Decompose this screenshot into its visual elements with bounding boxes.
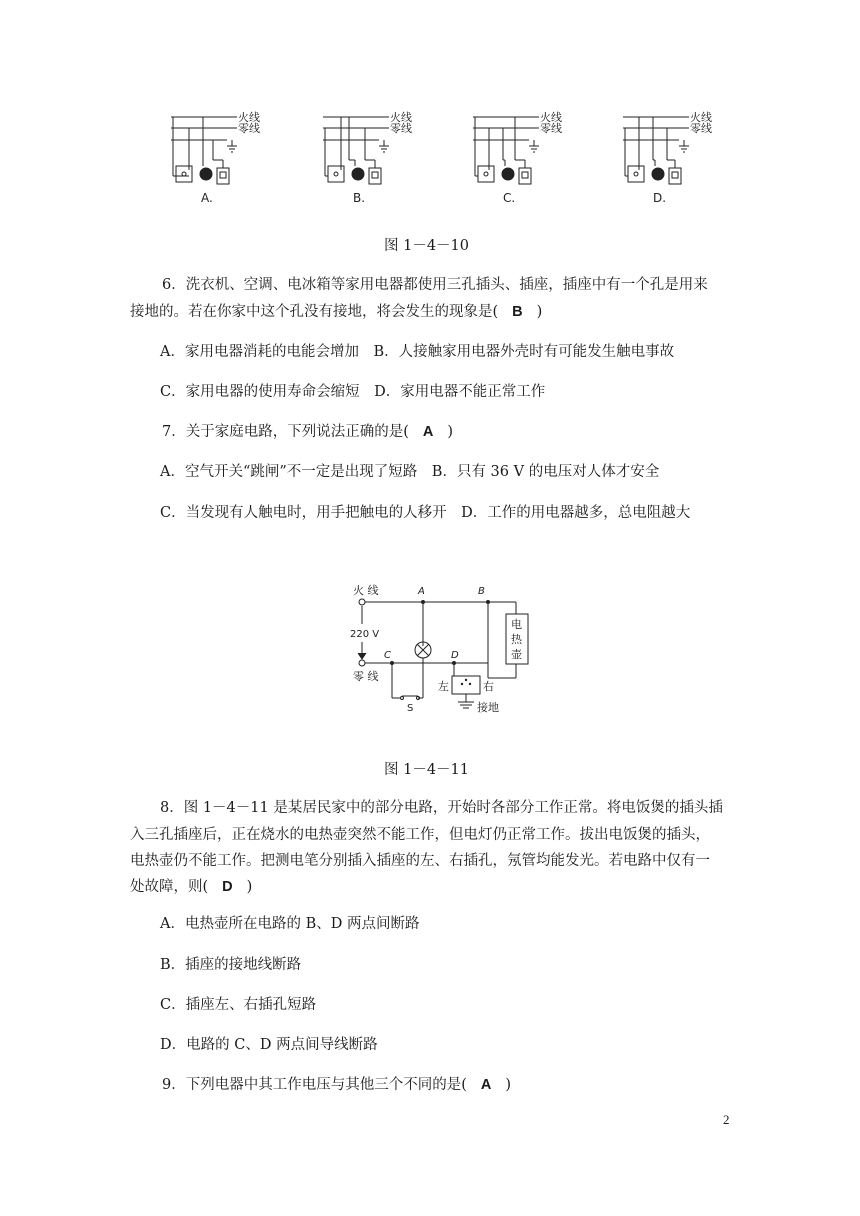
figure-caption-1-4-11: 图 1－4－11 [384,762,470,778]
question-6-options-cd: C．家用电器的使用寿命会缩短 D．家用电器不能正常工作 [160,384,546,400]
question-8-close-paren: ) [246,879,253,895]
question-6-stem-line-1: 6．洗衣机、空调、电冰箱等家用电器都使用三孔插头、插座，插座中有一个孔是用来 [162,277,708,293]
question-6-answer: B [512,304,523,320]
page-number: 2 [723,1112,730,1127]
kettle-label-1: 电 [511,618,522,631]
option-label-b: B. [353,191,366,205]
point-d-label: D [451,650,459,661]
live-wire-label: 火线 [690,111,712,124]
question-7-answer: A [422,424,434,440]
question-9-stem [162,1075,511,1095]
wiring-diagram-a [163,108,281,208]
live-wire-label: 火线 [540,111,562,124]
switch-label: S [407,703,414,714]
question-7-stem [162,422,453,442]
socket-right-label: 右 [483,680,494,693]
figure-caption-1-4-10: 图 1－4－10 [384,238,470,254]
question-8-stem-text: 处故障，则( [130,879,209,895]
socket-left-label: 左 [438,680,449,693]
point-c-label: C [384,650,391,661]
kettle-label-3: 壶 [511,648,522,661]
question-8-stem-line-3: 电热壶仍不能工作。把测电笔分别插入插座的左、右插孔，氖管均能发光。若电路中仅有一 [130,853,710,869]
question-8-stem-line-4 [130,877,252,897]
question-6-stem-line-2 [130,302,542,322]
neutral-wire-label: 零线 [238,122,260,135]
neutral-wire-label: 零线 [540,122,562,135]
option-label-d: D. [653,191,667,205]
ground-label: 接地 [477,701,499,714]
question-7-options-cd: C．当发现有人触电时，用手把触电的人移开 D．工作的用电器越多，总电阻越大 [160,505,691,521]
voltage-label: 220 V [350,629,380,640]
wiring-diagram-b [315,108,433,208]
live-wire-label: 火线 [390,111,412,124]
question-8-stem-line-2: 入三孔插座后，正在烧水的电热壶突然不能工作，但电灯仍正常工作。拔出电饭煲的插头， [130,827,710,843]
question-9-stem-text: 9．下列电器中其工作电压与其他三个不同的是( [162,1077,467,1093]
question-6-options-ab: A．家用电器消耗的电能会增加 B．人接触家用电器外壳时有可能发生触电事故 [160,344,675,360]
question-8-option-c: C．插座左、右插孔短路 [160,997,317,1013]
question-9-close-paren: ) [505,1077,512,1093]
question-8-option-b: B．插座的接地线断路 [160,957,302,973]
point-a-label: A [418,586,425,597]
question-7-close-paren: ) [447,424,454,440]
figure-1-4-10 [0,0,860,254]
kettle-label-2: 热 [511,633,522,646]
neutral-wire-label: 零线 [690,122,712,135]
question-8-answer: D [222,879,233,895]
question-7-stem-text: 7．关于家庭电路，下列说法正确的是( [162,424,409,440]
point-b-label: B [478,586,485,597]
neutral-wire-label: 零线 [390,122,412,135]
question-8-stem-line-1: 8．图 1－4－11 是某居民家中的部分电路，开始时各部分工作正常。将电饭煲的插头插 [160,800,723,816]
neutral-wire-label: 零 线 [353,670,379,683]
question-6-stem-text: 接地的。若在你家中这个孔没有接地，将会发生的现象是( [130,304,499,320]
live-wire-label: 火 线 [353,584,379,597]
wiring-diagram-c [465,108,583,208]
question-7-options-ab: A．空气开关“跳闸”不一定是出现了短路 B．只有 36 V 的电压对人体才安全 [160,464,660,480]
figure-1-4-11-circuit [340,580,540,730]
option-label-c: C. [503,191,516,205]
wiring-diagram-d [615,108,733,208]
question-9-answer: A [480,1077,492,1093]
live-wire-label: 火线 [238,111,260,124]
question-8-option-d: D．电路的 C、D 两点间导线断路 [160,1037,378,1053]
question-6-close-paren: ) [536,304,543,320]
option-label-a: A. [201,191,213,205]
question-8-option-a: A．电热壶所在电路的 B、D 两点间断路 [160,916,420,932]
